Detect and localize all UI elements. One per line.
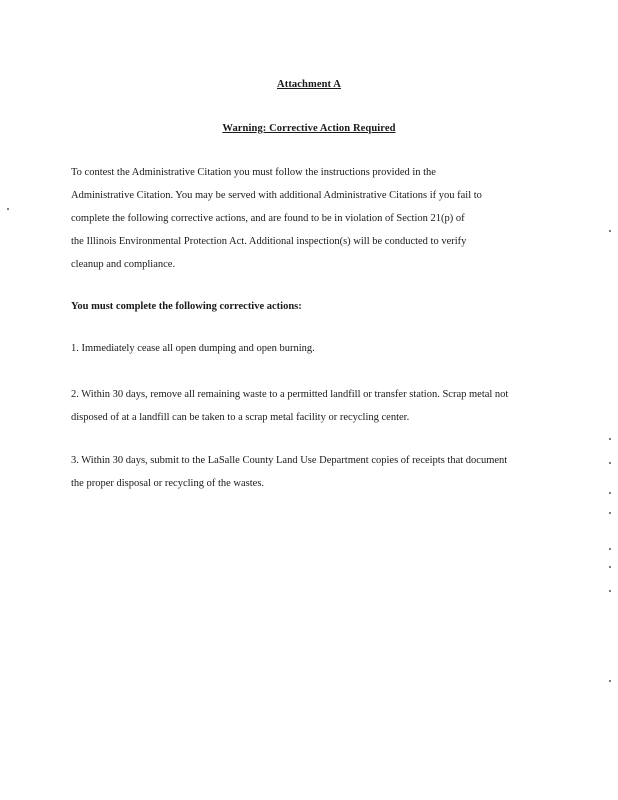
action-item-3 (71, 449, 541, 495)
actions-heading (71, 295, 541, 318)
intro-line: the Illinois Environmental Protection Act. Additional inspection(s) will be conducted to verify (71, 236, 467, 247)
intro-paragraph (71, 161, 541, 276)
scan-speck (7, 208, 9, 210)
scan-speck (609, 680, 611, 682)
actions-heading-text: You must complete the following corrective actions: (71, 301, 302, 312)
action-line: 2. Within 30 days, remove all remaining waste to a permitted landfill or transfer station. Scrap metal not (71, 389, 509, 400)
attachment-title: Attachment A (277, 79, 341, 90)
scan-speck (609, 462, 611, 464)
action-line: 3. Within 30 days, submit to the LaSalle County Land Use Department copies of receipts that document (71, 455, 508, 466)
scan-speck (609, 548, 611, 550)
action-item-2 (71, 383, 541, 429)
action-line: 1. Immediately cease all open dumping and open burning. (71, 343, 315, 354)
intro-line: complete the following corrective actions, and are found to be in violation of Section 21(p) of (71, 213, 465, 224)
warning-title: Warning: Corrective Action Required (222, 123, 396, 134)
scan-speck (609, 590, 611, 592)
intro-line: Administrative Citation. You may be served with additional Administrative Citations if you fail to (71, 190, 482, 201)
scan-speck (609, 438, 611, 440)
action-item-1 (71, 337, 541, 360)
intro-line: To contest the Administrative Citation you must follow the instructions provided in the (71, 167, 436, 178)
scan-speck (609, 492, 611, 494)
scan-speck (609, 566, 611, 568)
scan-speck (609, 512, 611, 514)
action-line: the proper disposal or recycling of the wastes. (71, 478, 265, 489)
action-line: disposed of at a landfill can be taken to a scrap metal facility or recycling center. (71, 412, 410, 423)
intro-line: cleanup and compliance. (71, 259, 176, 270)
scan-speck (609, 230, 611, 232)
